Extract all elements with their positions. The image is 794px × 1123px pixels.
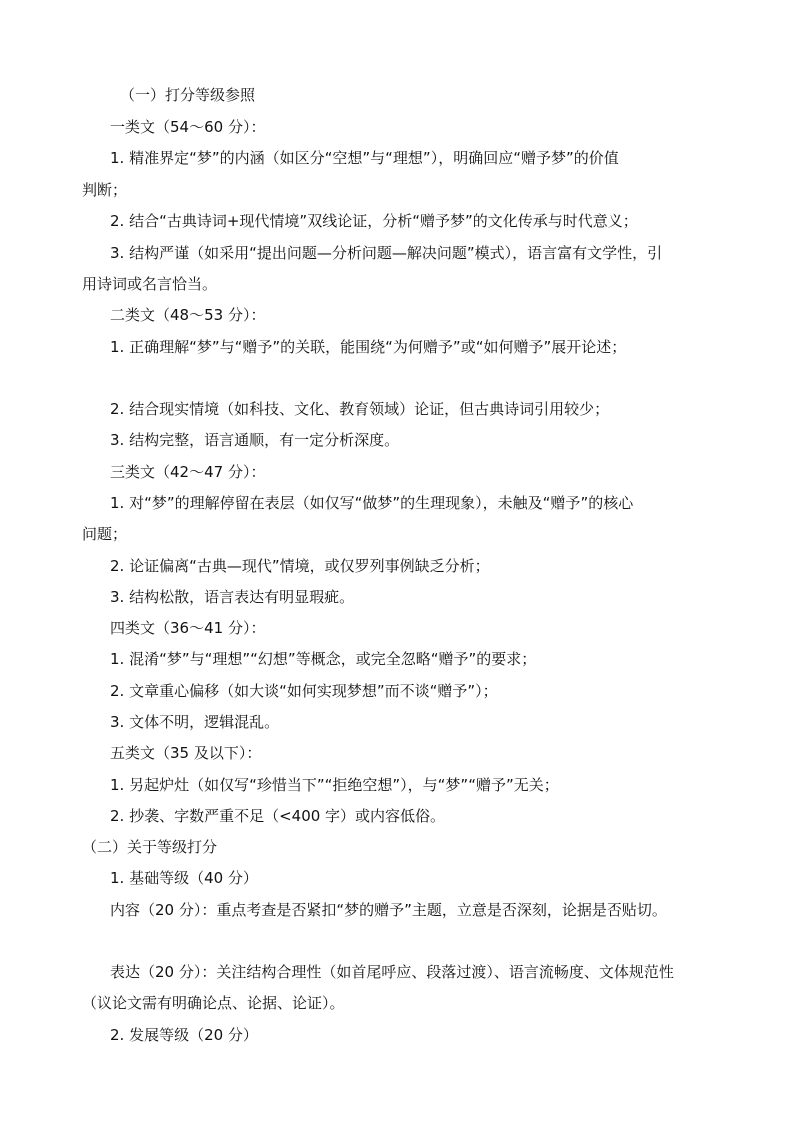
development-grade-title: 2. 发展等级（20 分） [110,1026,258,1044]
basic-grade-title: 1. 基础等级（40 分） [110,869,258,887]
basic-grade-content: 内容（20 分）：重点考查是否紧扣“梦的赠予”主题，立意是否深刻，论据是否贴切。 [110,901,667,919]
tier-1-item: 2. 结合“古典诗词+现代情境”双线论证，分析“赠予梦”的文化传承与时代意义； [110,212,638,230]
tier-3-item: 3. 结构松散，语言表达有明显瑕疵。 [110,588,355,606]
tier-3-item-cont: 问题； [82,525,128,543]
tier-2-item: 3. 结构完整，语言通顺，有一定分析深度。 [110,431,400,449]
section-heading-2: （二）关于等级打分 [82,838,218,856]
tier-4-item: 1. 混淆“梦”与“理想”“幻想”等概念，或完全忽略“赠予”的要求； [110,650,537,668]
tier-4-item: 3. 文体不明，逻辑混乱。 [110,713,280,731]
basic-grade-expression: 表达（20 分）：关注结构合理性（如首尾呼应、段落过渡）、语言流畅度、文体规范性 [110,963,674,981]
tier-1-item-cont: 判断； [82,181,128,199]
tier-1-item: 3. 结构严谨（如采用“提出问题—分析问题—解决问题”模式），语言富有文学性，引 [110,244,663,262]
tier-5-title: 五类文（35 及以下）： [110,744,262,762]
tier-5-item: 2. 抄袭、字数严重不足（<400 字）或内容低俗。 [110,807,446,825]
tier-4-title: 四类文（36～41 分）： [110,619,266,637]
basic-grade-expression-cont: （议论文需有明确论点、论据、论证）。 [82,994,345,1012]
tier-2-item: 1. 正确理解“梦”与“赠予”的关联，能围绕“为何赠予”或“如何赠予”展开论述； [110,338,627,356]
section-heading-1: （一）打分等级参照 [120,86,256,104]
tier-2-item: 2. 结合现实情境（如科技、文化、教育领域）论证，但古典诗词引用较少； [110,400,610,418]
tier-5-item: 1. 另起炉灶（如仅写“珍惜当下”“拒绝空想”），与“梦”“赠予”无关； [110,776,559,794]
tier-3-item: 2. 论证偏离“古典—现代”情境，或仅罗列事例缺乏分析； [110,557,490,575]
tier-3-item: 1. 对“梦”的理解停留在表层（如仅写“做梦”的生理现象），未触及“赠予”的核心 [110,494,634,512]
tier-3-title: 三类文（42～47 分）： [110,463,266,481]
tier-1-title: 一类文（54～60 分）： [110,118,266,136]
tier-1-item: 1. 精准界定“梦”的内涵（如区分“空想”与“理想”），明确回应“赠予梦”的价值 [110,149,619,167]
tier-2-title: 二类文（48～53 分）： [110,306,266,324]
tier-4-item: 2. 文章重心偏移（如大谈“如何实现梦想”而不谈“赠予”）； [110,682,498,700]
tier-1-item-cont: 用诗词或名言恰当。 [82,275,218,293]
